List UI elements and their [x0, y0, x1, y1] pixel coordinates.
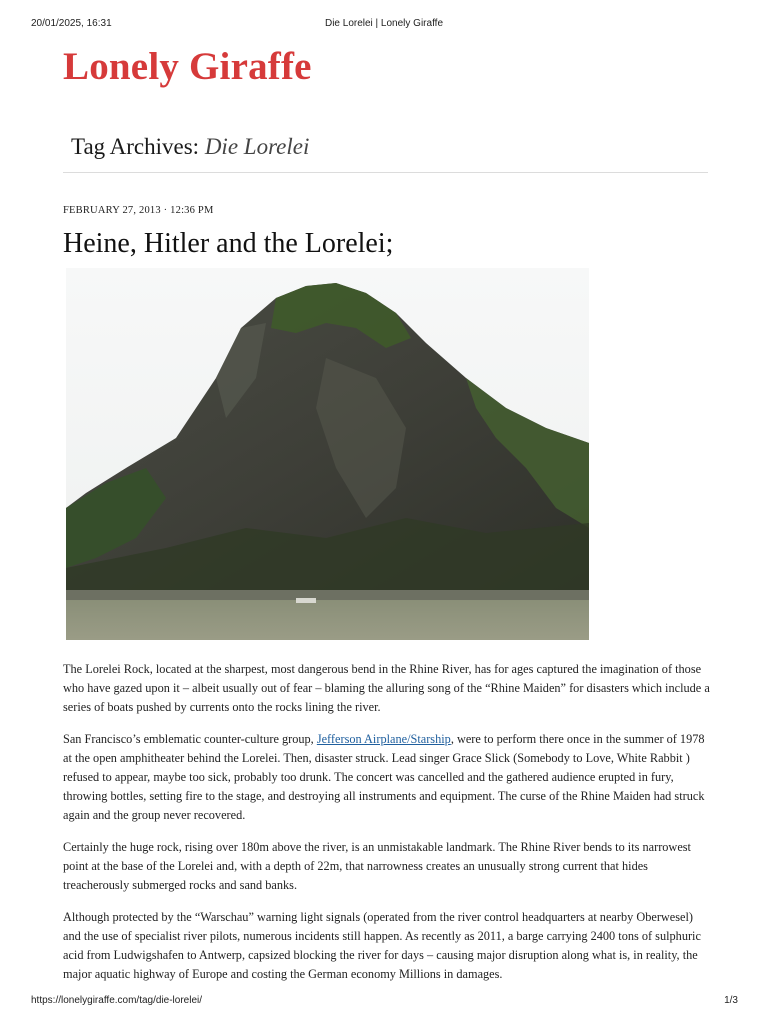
- paragraph: San Francisco’s emblematic counter-culture group, Jefferson Airplane/Starship, were to perform there once in the summer of 1978 at the open amphitheater behind the Lorelei. Then, disaster struck. Lead singer Grace Slick (Somebody to Love, White Rabbit ) refused to appear, maybe too sick, probably too drunk. The concert was cancelled and the gathered audience erupted in fury, throwing bottles, setting fire to the stage, and destroying all instruments and equipment. The curse of the Rhine Maiden had struck again and the group never recovered.: [63, 732, 705, 822]
- archive-title: [71, 134, 309, 160]
- jefferson-airplane-link[interactable]: Jefferson Airplane/Starship: [316, 732, 451, 746]
- post-date[interactable]: FEBRUARY 27, 2013 · 12:36 PM: [63, 205, 214, 216]
- site-title-link[interactable]: Lonely Giraffe: [63, 45, 312, 88]
- paragraph: Although protected by the “Warschau” warning light signals (operated from the river control headquarters at nearby Oberwesel) and the use of specialist river pilots, numerous incidents still happen. As recently as 2011, a barge carrying 2400 tons of sulphuric acid from Ludwigshafen to Antwerp, capsized blocking the river for days – causing major disruption along what is, in reality, the major aquatic highway of Europe and costing the German economy Millions in damages.: [63, 910, 701, 981]
- print-footer: [0, 995, 768, 1009]
- paragraph: The Lorelei Rock, located at the sharpest, most dangerous bend in the Rhine River, has for ages captured the imagination of those who have gazed upon it – albeit usually out of fear – blaming the alluring song of the “Rhine Maiden” for disasters which include a series of boats pushed by currents onto the rocks lining the river.: [63, 662, 710, 714]
- print-page-title: Die Lorelei | Lonely Giraffe: [324, 18, 444, 29]
- print-page-number: 1/3: [724, 995, 738, 1006]
- lorelei-rock-photo[interactable]: [66, 268, 589, 640]
- print-header: [0, 18, 768, 32]
- archive-tag: Die Lorelei: [204, 134, 310, 159]
- post-content: [63, 660, 711, 997]
- print-datetime: 20/01/2025, 16:31: [31, 18, 112, 29]
- archive-prefix: Tag Archives:: [71, 134, 200, 159]
- print-url: https://lonelygiraffe.com/tag/die-lorelei/: [31, 995, 203, 1006]
- header-divider: [63, 172, 708, 173]
- paragraph: Certainly the huge rock, rising over 180m above the river, is an unmistakable landmark. The Rhine River bends to its narrowest point at the base of the Lorelei and, with a depth of 22m, that narrowness creates an unusually strong current that hides treacherously submerged rocks and sand banks.: [63, 840, 691, 892]
- post-title[interactable]: Heine, Hitler and the Lorelei;: [63, 228, 394, 259]
